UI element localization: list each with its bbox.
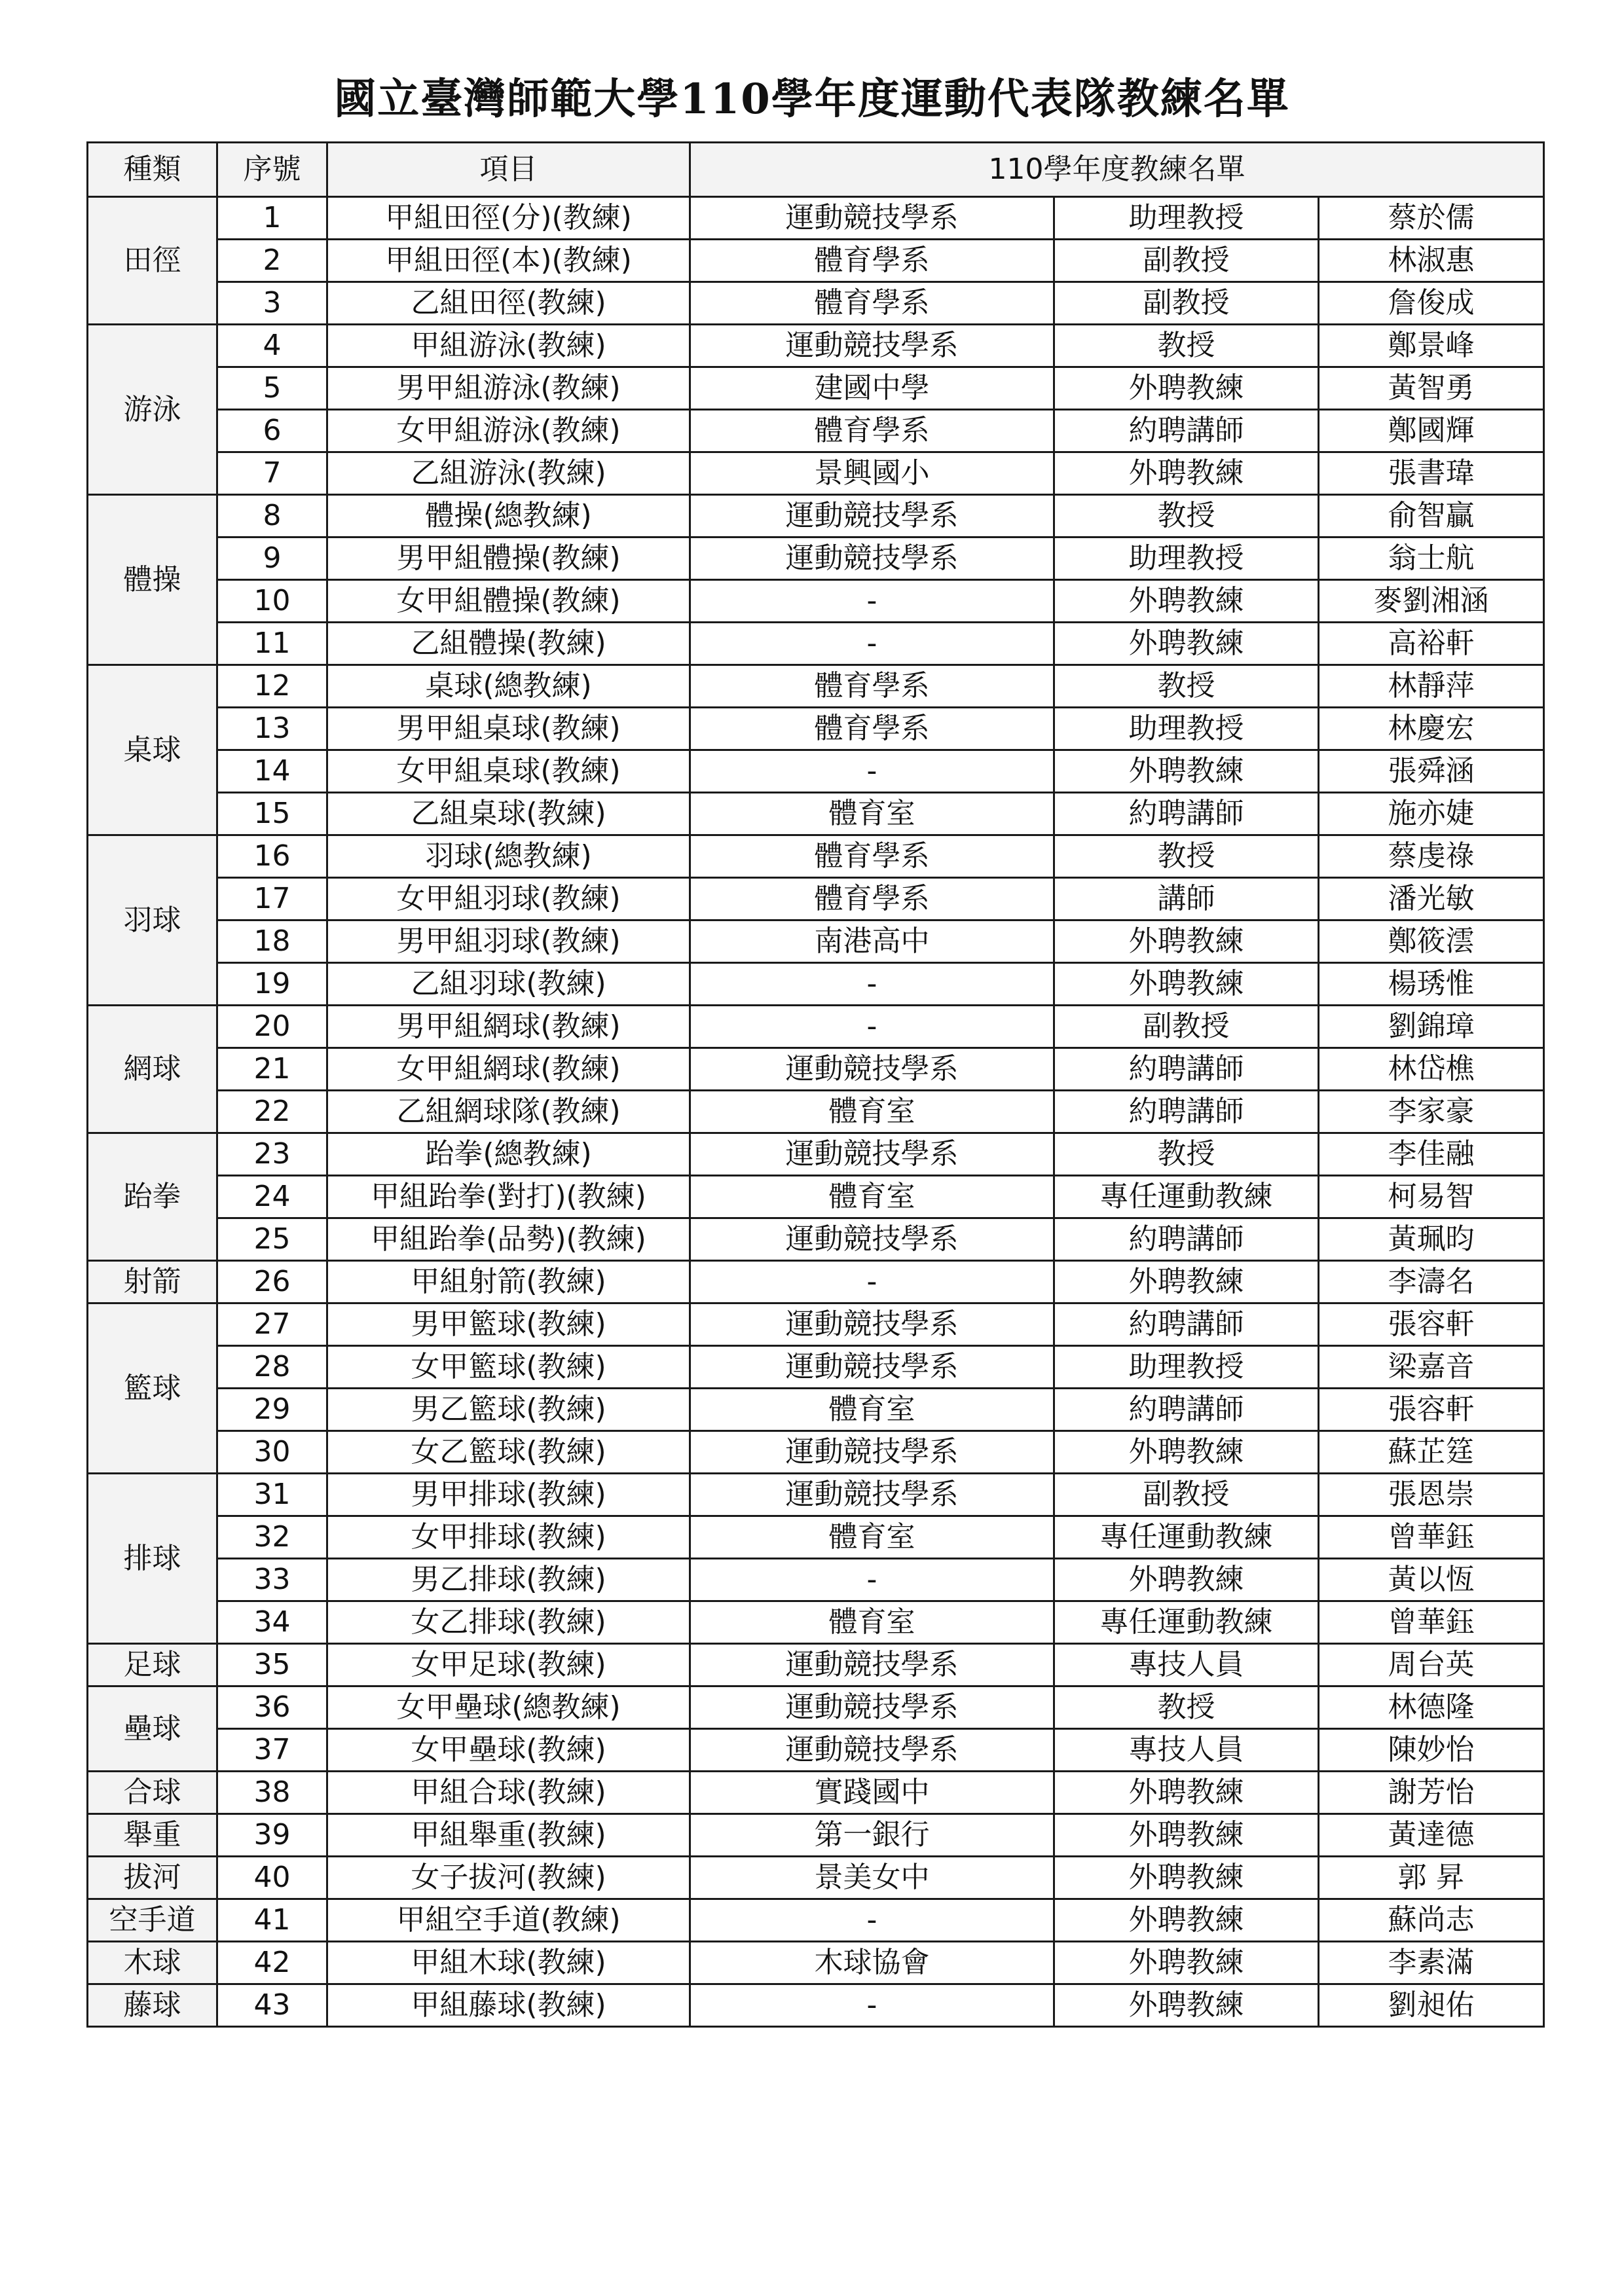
row-unit: 實踐國中 [690,1772,1054,1814]
row-job-title: 教授 [1054,1133,1319,1176]
row-coach-name: 俞智贏 [1319,495,1544,538]
table-row [88,835,1544,878]
table-row [88,1006,1544,1048]
row-number: 36 [217,1686,327,1729]
category-cell: 排球 [88,1474,217,1644]
row-item: 女甲組游泳(教練) [327,410,690,452]
row-item: 女子拔河(教練) [327,1857,690,1899]
table-row [88,1729,1544,1772]
row-item: 甲組木球(教練) [327,1942,690,1984]
table-row [88,495,1544,538]
row-job-title: 約聘講師 [1054,793,1319,835]
row-job-title: 教授 [1054,495,1319,538]
row-job-title: 約聘講師 [1054,1218,1319,1261]
row-number: 11 [217,623,327,665]
row-unit: 體育學系 [690,410,1054,452]
table-row [88,1644,1544,1686]
row-item: 甲組田徑(分)(教練) [327,197,690,240]
row-coach-name: 黃達德 [1319,1814,1544,1857]
row-job-title: 約聘講師 [1054,1091,1319,1133]
row-coach-name: 黃珮昀 [1319,1218,1544,1261]
row-unit: 體育室 [690,1516,1054,1559]
row-item: 男甲組網球(教練) [327,1006,690,1048]
row-unit: 景興國小 [690,452,1054,495]
row-number: 22 [217,1091,327,1133]
row-unit: 體育室 [690,793,1054,835]
row-job-title: 外聘教練 [1054,580,1319,623]
category-cell: 跆拳 [88,1133,217,1261]
row-unit: - [690,963,1054,1006]
row-number: 6 [217,410,327,452]
row-coach-name: 麥劉湘涵 [1319,580,1544,623]
row-job-title: 助理教授 [1054,538,1319,580]
table-row [88,963,1544,1006]
row-number: 7 [217,452,327,495]
row-job-title: 外聘教練 [1054,1899,1319,1942]
table-row [88,538,1544,580]
row-coach-name: 李佳融 [1319,1133,1544,1176]
document-title: 國立臺灣師範大學110學年度運動代表隊教練名單 [334,75,1290,124]
row-unit: 體育學系 [690,708,1054,750]
row-job-title: 專任運動教練 [1054,1601,1319,1644]
row-job-title: 副教授 [1054,240,1319,282]
row-item: 乙組體操(教練) [327,623,690,665]
row-coach-name: 郭 昇 [1319,1857,1544,1899]
table-row [88,1942,1544,1984]
category-cell: 空手道 [88,1899,217,1942]
row-number: 37 [217,1729,327,1772]
row-job-title: 專技人員 [1054,1644,1319,1686]
row-item: 女甲組體操(教練) [327,580,690,623]
row-item: 女甲足球(教練) [327,1644,690,1686]
row-number: 20 [217,1006,327,1048]
row-job-title: 助理教授 [1054,708,1319,750]
row-unit: 體育室 [690,1601,1054,1644]
table-row [88,1261,1544,1303]
row-unit: - [690,1984,1054,2027]
table-row [88,1389,1544,1431]
header-category: 種類 [88,143,217,197]
row-item: 乙組羽球(教練) [327,963,690,1006]
row-item: 男甲組桌球(教練) [327,708,690,750]
row-job-title: 專技人員 [1054,1729,1319,1772]
table-row [88,665,1544,708]
row-unit: 運動競技學系 [690,538,1054,580]
row-item: 男甲組游泳(教練) [327,367,690,410]
table-body [88,197,1544,2027]
row-coach-name: 謝芳怡 [1319,1772,1544,1814]
row-item: 女甲籃球(教練) [327,1346,690,1389]
header-number: 序號 [217,143,327,197]
row-item: 女乙籃球(教練) [327,1431,690,1474]
row-job-title: 約聘講師 [1054,1048,1319,1091]
row-coach-name: 張書瑋 [1319,452,1544,495]
table-row [88,1772,1544,1814]
row-item: 男甲組體操(教練) [327,538,690,580]
category-cell: 籃球 [88,1303,217,1474]
row-job-title: 副教授 [1054,1006,1319,1048]
row-unit: - [690,623,1054,665]
row-job-title: 外聘教練 [1054,1261,1319,1303]
table-row [88,1984,1544,2027]
row-item: 女甲壘球(教練) [327,1729,690,1772]
table-row [88,1814,1544,1857]
row-coach-name: 施亦婕 [1319,793,1544,835]
row-item: 女甲組桌球(教練) [327,750,690,793]
row-number: 34 [217,1601,327,1644]
row-item: 女甲組網球(教練) [327,1048,690,1091]
row-item: 乙組桌球(教練) [327,793,690,835]
row-job-title: 教授 [1054,835,1319,878]
row-item: 甲組游泳(教練) [327,325,690,367]
row-unit: 建國中學 [690,367,1054,410]
row-job-title: 副教授 [1054,1474,1319,1516]
table-row [88,1686,1544,1729]
row-item: 乙組游泳(教練) [327,452,690,495]
row-item: 男甲排球(教練) [327,1474,690,1516]
row-number: 31 [217,1474,327,1516]
table-row [88,1601,1544,1644]
row-unit: 體育室 [690,1389,1054,1431]
row-job-title: 副教授 [1054,282,1319,325]
row-job-title: 外聘教練 [1054,750,1319,793]
row-job-title: 外聘教練 [1054,1984,1319,2027]
table-row [88,197,1544,240]
row-number: 19 [217,963,327,1006]
table-row [88,240,1544,282]
row-coach-name: 潘光敏 [1319,878,1544,920]
row-coach-name: 蔡虔祿 [1319,835,1544,878]
row-unit: 運動競技學系 [690,1218,1054,1261]
row-number: 32 [217,1516,327,1559]
row-number: 43 [217,1984,327,2027]
table-row [88,1559,1544,1601]
row-unit: - [690,1899,1054,1942]
row-coach-name: 鄭筱澐 [1319,920,1544,963]
row-number: 41 [217,1899,327,1942]
row-item: 男甲籃球(教練) [327,1303,690,1346]
row-number: 24 [217,1176,327,1218]
row-coach-name: 陳妙怡 [1319,1729,1544,1772]
header-coaches: 110學年度教練名單 [690,143,1544,197]
row-job-title: 外聘教練 [1054,1559,1319,1601]
table-row [88,282,1544,325]
row-job-title: 教授 [1054,325,1319,367]
row-unit: 運動競技學系 [690,1303,1054,1346]
row-unit: 運動競技學系 [690,1686,1054,1729]
row-coach-name: 周台英 [1319,1644,1544,1686]
row-number: 39 [217,1814,327,1857]
table-row [88,793,1544,835]
row-coach-name: 李素滿 [1319,1942,1544,1984]
row-coach-name: 張舜涵 [1319,750,1544,793]
row-coach-name: 張恩崇 [1319,1474,1544,1516]
row-job-title: 助理教授 [1054,1346,1319,1389]
row-item: 乙組田徑(教練) [327,282,690,325]
row-job-title: 外聘教練 [1054,1431,1319,1474]
row-job-title: 約聘講師 [1054,1303,1319,1346]
table-row [88,1431,1544,1474]
row-unit: 運動競技學系 [690,1133,1054,1176]
row-item: 甲組跆拳(品勢)(教練) [327,1218,690,1261]
row-coach-name: 林岱樵 [1319,1048,1544,1091]
row-number: 13 [217,708,327,750]
row-job-title: 助理教授 [1054,197,1319,240]
row-item: 女甲排球(教練) [327,1516,690,1559]
row-number: 30 [217,1431,327,1474]
table-row [88,1176,1544,1218]
row-unit: - [690,580,1054,623]
table-row [88,580,1544,623]
row-number: 18 [217,920,327,963]
row-number: 1 [217,197,327,240]
row-item: 乙組網球隊(教練) [327,1091,690,1133]
table-row [88,1218,1544,1261]
row-unit: 體育學系 [690,665,1054,708]
row-unit: 木球協會 [690,1942,1054,1984]
table-row [88,452,1544,495]
row-item: 甲組空手道(教練) [327,1899,690,1942]
row-item: 甲組田徑(本)(教練) [327,240,690,282]
row-number: 4 [217,325,327,367]
row-item: 甲組舉重(教練) [327,1814,690,1857]
table-row [88,920,1544,963]
table-row [88,1048,1544,1091]
table-row [88,1516,1544,1559]
row-coach-name: 李濤名 [1319,1261,1544,1303]
row-job-title: 教授 [1054,665,1319,708]
row-item: 男乙排球(教練) [327,1559,690,1601]
category-cell: 羽球 [88,835,217,1006]
row-item: 男甲組羽球(教練) [327,920,690,963]
category-cell: 合球 [88,1772,217,1814]
row-unit: 南港高中 [690,920,1054,963]
row-coach-name: 林淑惠 [1319,240,1544,282]
row-number: 8 [217,495,327,538]
row-job-title: 外聘教練 [1054,1772,1319,1814]
row-item: 甲組藤球(教練) [327,1984,690,2027]
row-job-title: 外聘教練 [1054,452,1319,495]
category-cell: 壘球 [88,1686,217,1772]
row-item: 男乙籃球(教練) [327,1389,690,1431]
row-coach-name: 翁士航 [1319,538,1544,580]
row-item: 女甲壘球(總教練) [327,1686,690,1729]
row-unit: 運動競技學系 [690,495,1054,538]
row-item: 體操(總教練) [327,495,690,538]
table-row [88,750,1544,793]
row-coach-name: 梁嘉音 [1319,1346,1544,1389]
row-unit: - [690,1261,1054,1303]
row-unit: 運動競技學系 [690,325,1054,367]
table-header-row [88,143,1544,197]
row-unit: 體育學系 [690,240,1054,282]
table-row [88,1899,1544,1942]
row-coach-name: 曾華鈺 [1319,1601,1544,1644]
row-unit: 體育學系 [690,878,1054,920]
row-item: 甲組合球(教練) [327,1772,690,1814]
table-row [88,325,1544,367]
category-cell: 舉重 [88,1814,217,1857]
row-coach-name: 劉錦璋 [1319,1006,1544,1048]
row-number: 14 [217,750,327,793]
row-number: 27 [217,1303,327,1346]
row-number: 2 [217,240,327,282]
row-number: 26 [217,1261,327,1303]
category-cell: 體操 [88,495,217,665]
row-number: 16 [217,835,327,878]
row-job-title: 外聘教練 [1054,367,1319,410]
row-number: 29 [217,1389,327,1431]
table-row [88,1474,1544,1516]
row-unit: 體育室 [690,1176,1054,1218]
row-unit: 運動競技學系 [690,1729,1054,1772]
row-coach-name: 蘇芷筳 [1319,1431,1544,1474]
row-number: 42 [217,1942,327,1984]
row-job-title: 外聘教練 [1054,623,1319,665]
row-job-title: 專任運動教練 [1054,1516,1319,1559]
table-row [88,1091,1544,1133]
row-coach-name: 林德隆 [1319,1686,1544,1729]
row-number: 28 [217,1346,327,1389]
row-unit: 運動競技學系 [690,197,1054,240]
row-unit: 運動競技學系 [690,1346,1054,1389]
row-coach-name: 詹俊成 [1319,282,1544,325]
row-job-title: 約聘講師 [1054,410,1319,452]
row-unit: 運動競技學系 [690,1048,1054,1091]
row-number: 23 [217,1133,327,1176]
row-job-title: 外聘教練 [1054,1942,1319,1984]
row-number: 25 [217,1218,327,1261]
row-number: 40 [217,1857,327,1899]
row-unit: 景美女中 [690,1857,1054,1899]
category-cell: 藤球 [88,1984,217,2027]
row-item: 跆拳(總教練) [327,1133,690,1176]
category-cell: 游泳 [88,325,217,495]
table-row [88,410,1544,452]
header-item: 項目 [327,143,690,197]
row-job-title: 約聘講師 [1054,1389,1319,1431]
row-number: 9 [217,538,327,580]
table-row [88,878,1544,920]
row-unit: 體育室 [690,1091,1054,1133]
row-number: 38 [217,1772,327,1814]
row-unit: 體育學系 [690,835,1054,878]
row-item: 女乙排球(教練) [327,1601,690,1644]
row-number: 3 [217,282,327,325]
row-number: 10 [217,580,327,623]
row-coach-name: 黃以恆 [1319,1559,1544,1601]
table-row [88,1346,1544,1389]
row-coach-name: 劉昶佑 [1319,1984,1544,2027]
row-job-title: 教授 [1054,1686,1319,1729]
row-unit: 運動競技學系 [690,1644,1054,1686]
table-row [88,1857,1544,1899]
row-coach-name: 高裕軒 [1319,623,1544,665]
table-row [88,367,1544,410]
row-coach-name: 柯易智 [1319,1176,1544,1218]
category-cell: 拔河 [88,1857,217,1899]
row-coach-name: 林慶宏 [1319,708,1544,750]
row-number: 12 [217,665,327,708]
table-row [88,1303,1544,1346]
row-coach-name: 張容軒 [1319,1303,1544,1346]
category-cell: 木球 [88,1942,217,1984]
coach-roster-table [86,141,1545,2028]
row-job-title: 外聘教練 [1054,920,1319,963]
row-number: 5 [217,367,327,410]
row-coach-name: 鄭國輝 [1319,410,1544,452]
row-unit: 體育學系 [690,282,1054,325]
row-number: 35 [217,1644,327,1686]
row-item: 桌球(總教練) [327,665,690,708]
row-job-title: 外聘教練 [1054,1814,1319,1857]
row-unit: 運動競技學系 [690,1474,1054,1516]
table-row [88,708,1544,750]
row-unit: - [690,1006,1054,1048]
row-unit: 第一銀行 [690,1814,1054,1857]
row-job-title: 講師 [1054,878,1319,920]
row-item: 甲組射箭(教練) [327,1261,690,1303]
row-coach-name: 曾華鈺 [1319,1516,1544,1559]
category-cell: 網球 [88,1006,217,1133]
row-number: 33 [217,1559,327,1601]
category-cell: 桌球 [88,665,217,835]
row-job-title: 外聘教練 [1054,963,1319,1006]
table-row [88,1133,1544,1176]
row-coach-name: 黃智勇 [1319,367,1544,410]
row-number: 15 [217,793,327,835]
row-item: 羽球(總教練) [327,835,690,878]
category-cell: 足球 [88,1644,217,1686]
row-coach-name: 楊琇惟 [1319,963,1544,1006]
category-cell: 田徑 [88,197,217,325]
row-item: 女甲組羽球(教練) [327,878,690,920]
row-unit: 運動競技學系 [690,1431,1054,1474]
row-coach-name: 張容軒 [1319,1389,1544,1431]
table-row [88,623,1544,665]
row-job-title: 外聘教練 [1054,1857,1319,1899]
row-unit: - [690,1559,1054,1601]
row-item: 甲組跆拳(對打)(教練) [327,1176,690,1218]
row-unit: - [690,750,1054,793]
category-cell: 射箭 [88,1261,217,1303]
row-number: 21 [217,1048,327,1091]
row-coach-name: 李家豪 [1319,1091,1544,1133]
row-coach-name: 蔡於儒 [1319,197,1544,240]
row-coach-name: 林靜萍 [1319,665,1544,708]
row-coach-name: 鄭景峰 [1319,325,1544,367]
row-coach-name: 蘇尚志 [1319,1899,1544,1942]
row-job-title: 專任運動教練 [1054,1176,1319,1218]
row-number: 17 [217,878,327,920]
